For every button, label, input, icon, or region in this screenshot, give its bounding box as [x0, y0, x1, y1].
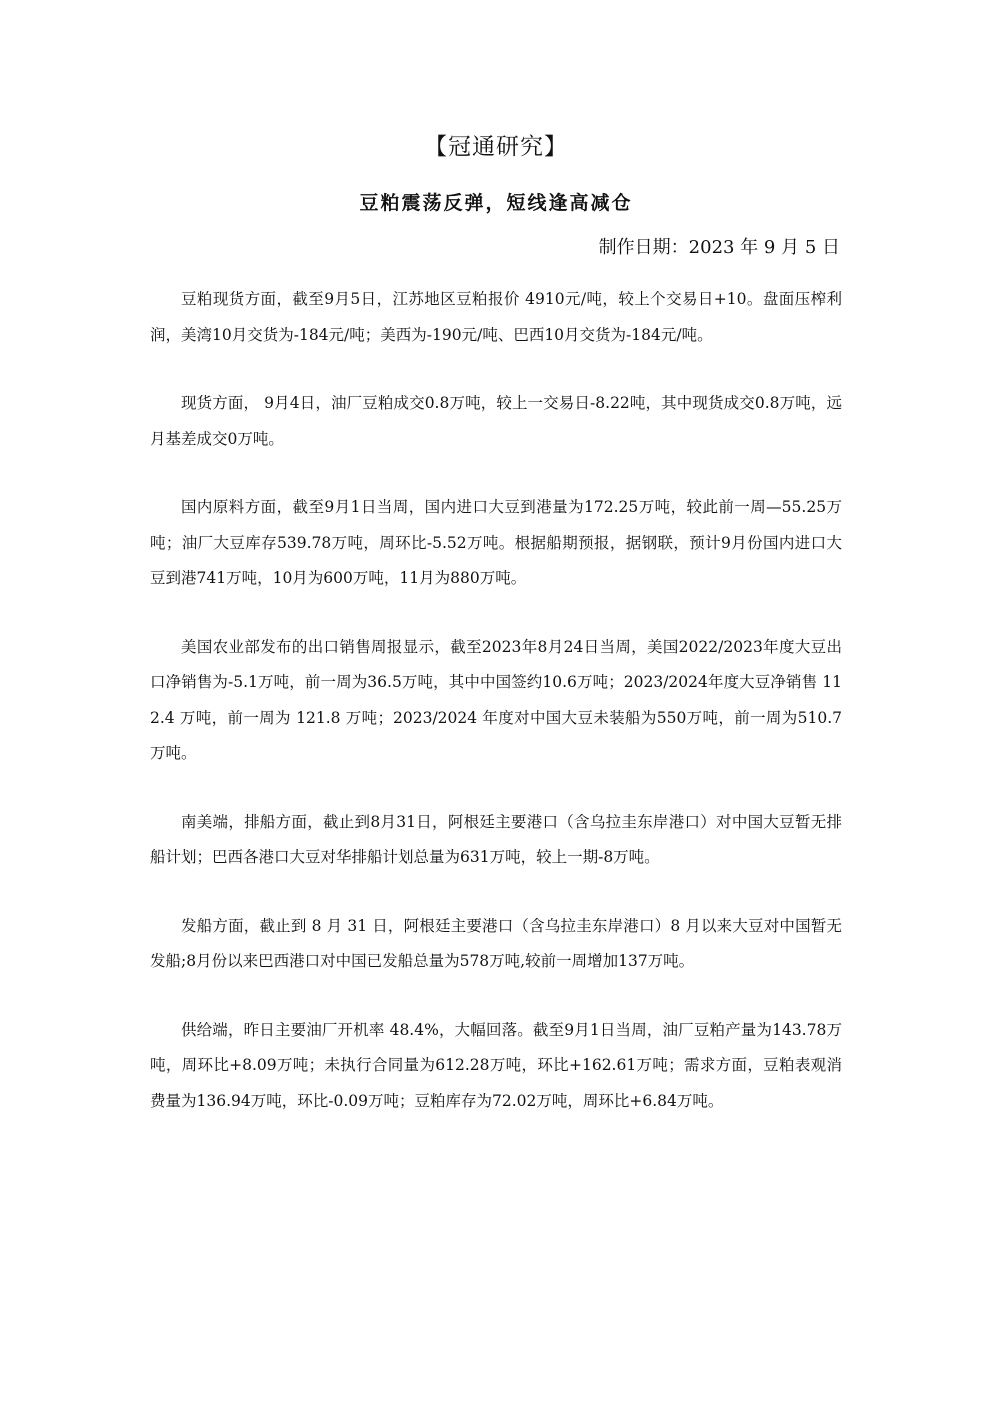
paragraph-shipments: 发船方面，截止到 8 月 31 日，阿根廷主要港口（含乌拉圭东岸港口）8 月以来大豆对中国暂无发船;8月份以来巴西港口对中国已发船总量为578万吨,较前一周增加137万吨。 — [150, 916, 842, 970]
paragraph-spot-price: 豆粕现货方面，截至9月5日，江苏地区豆粕报价 4910元/吨，较上个交易日+10。盘面压榨利润，美湾10月交货为-184元/吨；美西为-190元/吨、巴西10月交货为-184元/吨。 — [150, 290, 842, 344]
report-date: 制作日期：2023 年 9 月 5 日 — [598, 237, 840, 258]
report-source-title: 【冠通研究】 — [424, 134, 568, 160]
paragraph-spot-trading: 现货方面， 9月4日，油厂豆粕成交0.8万吨，较上一交易日-8.22吨，其中现货成交0.8万吨，远月基差成交0万吨。 — [150, 394, 842, 448]
paragraph-supply-demand: 供给端，昨日主要油厂开机率 48.4%，大幅回落。截至9月1日当周，油厂豆粕产量为143.78万吨，周环比+8.09万吨；未执行合同量为612.28万吨，环比+162.61万吨；需求方面，豆粕表观消费量为136.94万吨，环比-0.09万吨；豆粕库存为72.02万吨，周环比+6.84万吨。 — [150, 1020, 842, 1110]
paragraph-south-america-shipping-plan: 南美端，排船方面，截止到8月31日，阿根廷主要港口（含乌拉圭东岸港口）对中国大豆暂无排船计划；巴西各港口大豆对华排船计划总量为631万吨，较上一期-8万吨。 — [150, 812, 842, 866]
report-body — [150, 282, 842, 1152]
report-headline: 豆粕震荡反弹，短线逢高减仓 — [359, 192, 633, 214]
paragraph-domestic-raw-materials: 国内原料方面，截至9月1日当周，国内进口大豆到港量为172.25万吨，较此前一周—55.25万吨；油厂大豆库存539.78万吨，周环比-5.52万吨。根据船期预报，据钢联，预计9月份国内进口大豆到港741万吨，10月为600万吨，11月为880万吨。 — [150, 498, 842, 587]
paragraph-usda-export-sales: 美国农业部发布的出口销售周报显示，截至2023年8月24日当周，美国2022/2023年度大豆出口净销售为-5.1万吨，前一周为36.5万吨，其中中国签约10.6万吨；2023/2024年度大豆净销售 112.4 万吨，前一周为 121.8 万吨；2023/2024 年度对中国大豆未装船为550万吨，前一周为510.7万吨。 — [150, 637, 842, 762]
